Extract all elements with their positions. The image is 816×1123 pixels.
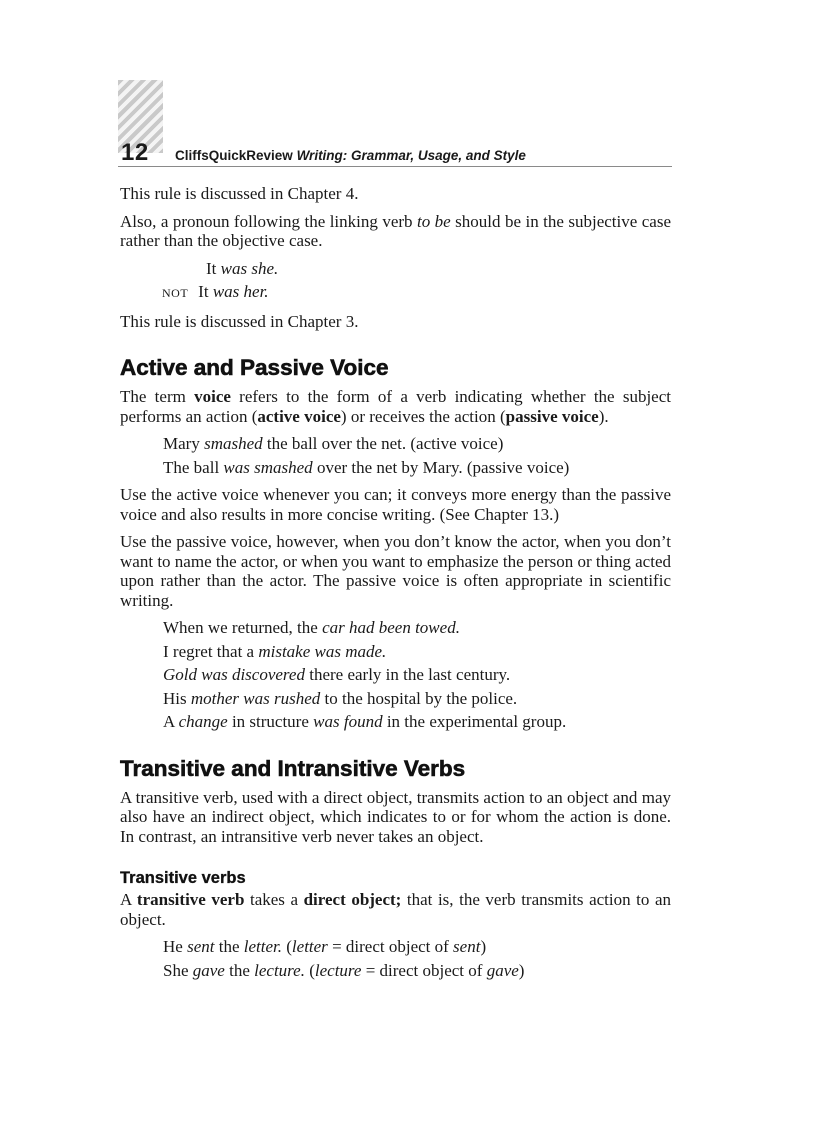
section-heading: Active and Passive Voice <box>120 355 389 380</box>
header-rule <box>118 166 672 167</box>
example-line: NOT It was her. <box>162 282 269 301</box>
example-block <box>120 937 671 980</box>
example-line: He sent the letter. (letter = direct object of sent) <box>163 937 487 956</box>
example-line: A change in structure was found in the experimental group. <box>163 712 567 731</box>
example-line: Gold was discovered there early in the last century. <box>163 665 511 684</box>
paragraph: This rule is discussed in Chapter 4. <box>120 184 359 203</box>
example-block <box>120 434 671 477</box>
paragraph: A transitive verb, used with a direct object, transmits action to an object and may also have an indirect object, which indicates to or for whom the action is done. In contrast, an intransitive verb never takes an object. <box>120 787 671 846</box>
example-line: I regret that a mistake was made. <box>163 641 387 661</box>
series-name: CliffsQuickReview <box>175 148 293 163</box>
paragraph: Use the passive voice, however, when you don’t know the actor, when you don’t want to name the actor, or when you want to emphasize the person or thing acted upon rather than the actor. The passive voice is often appropriate in scientific writing. <box>120 532 671 610</box>
paragraph: Also, a pronoun following the linking verb to be should be in the subjective case rather than the objective case. <box>120 211 671 250</box>
page-number: 12 <box>121 139 149 166</box>
paragraph: A transitive verb takes a direct object; that is, the verb transmits action to an object. <box>120 890 671 929</box>
example-block <box>120 618 671 732</box>
example-line: The ball was smashed over the net by Mary. (passive voice) <box>163 457 570 477</box>
example-line: She gave the lecture. (lecture = direct object of gave) <box>163 960 525 980</box>
example-line: His mother was rushed to the hospital by the police. <box>163 688 518 708</box>
paragraph: This rule is discussed in Chapter 3. <box>120 311 359 331</box>
book-title: Writing: Grammar, Usage, and Style <box>296 148 526 163</box>
paragraph: Use the active voice whenever you can; it conveys more energy than the passive voice and also results in more concise writing. (See Chapter 13.) <box>120 485 671 524</box>
example-block <box>120 259 671 304</box>
example-line: When we returned, the car had been towed. <box>163 618 460 637</box>
example-line: It was she. <box>206 258 279 278</box>
not-label: NOT <box>162 286 189 300</box>
section-heading: Transitive and Intransitive Verbs <box>120 755 466 781</box>
subsection-heading: Transitive verbs <box>120 869 246 887</box>
paragraph: The term voice refers to the form of a verb indicating whether the subject performs an action (active voice) or receives the action (passive voice). <box>120 387 671 426</box>
example-line: Mary smashed the ball over the net. (active voice) <box>163 434 504 453</box>
running-header <box>175 148 526 163</box>
page-content <box>120 184 671 988</box>
